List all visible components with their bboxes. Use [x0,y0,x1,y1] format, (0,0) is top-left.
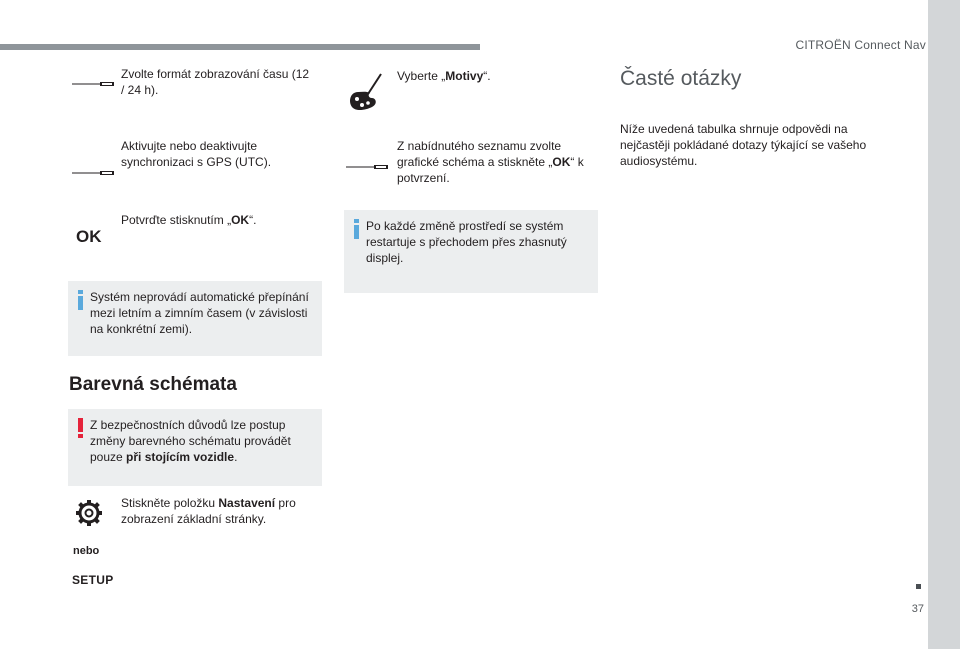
setup-label: SETUP [72,573,114,587]
gear-icon [75,499,103,527]
page-number: 37 [911,603,924,615]
themes-step-strong: Motivy [445,69,484,83]
section-title: Barevná schémata [69,374,237,395]
slider-track-icon [72,81,114,87]
confirm-text-suffix: “. [249,213,257,227]
settings-icon [75,499,103,532]
setup-step-strong: Nastavení [218,496,276,510]
time-format-text: Zvolte formát zobrazování času (12 / 24 h). [121,67,310,97]
themes-step-suffix: “. [483,69,491,83]
setup-step-prefix: Stiskněte položku [121,496,219,510]
confirm-text-prefix: Potvrďte stisknutím „ [121,213,232,227]
themes-icon [348,72,384,117]
top-bar [0,44,480,50]
setup-step-text [121,495,311,527]
slider-track-icon [346,164,388,170]
faq-intro: Níže uvedená tabulka shrnuje odpovědi na nejčastěji pokládané dotazy týkající se vašeho audiosystému. [620,122,867,168]
info-box-restart-text: Po každé změně prostředí se systém restartuje s přechodem přes zhasnutý displej. [366,219,567,265]
brand-header: CITROËN Connect Nav [795,38,926,52]
info-box-time-text: Systém neprovádí automatické přepínání mezi letním a zimním časem (v závislosti na konkrétní zemi). [90,290,309,336]
gps-sync-text: Aktivujte nebo deaktivujte synchronizaci s GPS (UTC). [121,139,272,169]
ok-icon: OK [76,227,102,246]
info-box-time [68,281,322,356]
info-box-restart [344,210,598,293]
gps-sync-icon [72,163,114,181]
confirm-text-strong: OK [231,213,250,227]
warning-box-text [90,417,305,465]
confirm-text [121,212,311,228]
themes-step-prefix: Vyberte „ [397,69,446,83]
warning-strong: při stojícím vozidle [126,450,235,464]
warning-box [68,409,322,486]
choose-step-suffix: “ k potvrzení. [397,155,584,185]
warning-suffix: . [234,450,238,464]
setup-step-suffix: pro zobrazení základní stránky. [121,496,296,526]
slider-track-icon [72,170,114,176]
themes-step-text [397,68,587,84]
faq-title: Časté otázky [620,67,742,90]
or-label: nebo [73,545,100,557]
page-marker [916,584,921,589]
warning-prefix: Z bezpečnostních důvodů lze postup změny barevného schématu provádět pouze [90,418,291,464]
choose-scheme-icon [346,157,388,175]
palette-icon [348,72,384,112]
side-margin-bar [928,0,960,649]
choose-step-text [397,138,587,186]
time-format-icon [72,74,114,92]
choose-step-prefix: Z nabídnutého seznamu zvolte grafické schéma a stiskněte „ [397,139,562,169]
choose-step-strong: OK [552,155,571,169]
